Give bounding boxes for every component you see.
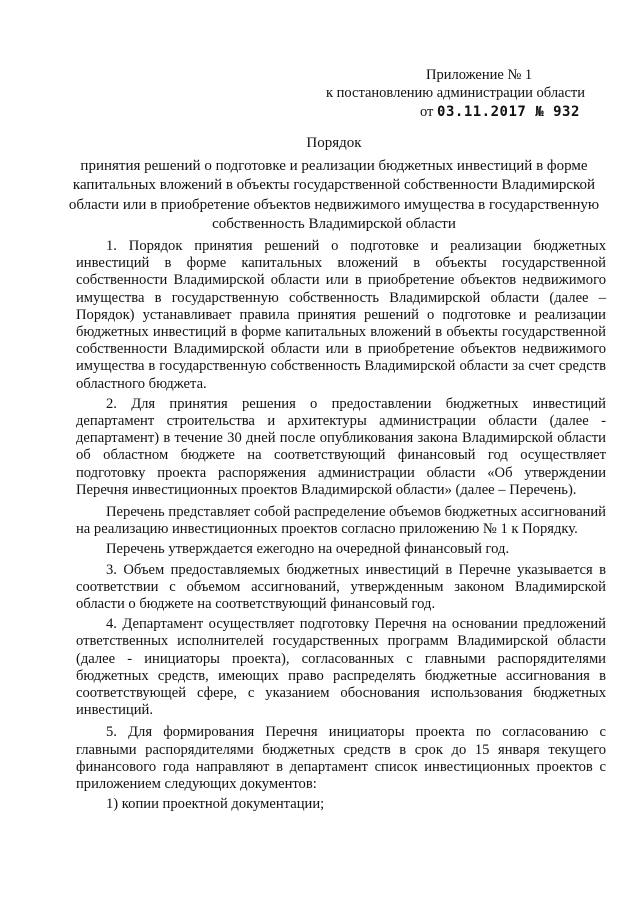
from-label: от (420, 104, 434, 120)
paragraph-2: 2. Для принятия решения о предоставлении бюджетных инвестиций департамент строительства и архитектуры администрации области (далее - департамент) в течение 30 дней после опубликования закона Владимирской области об областном бюджете на соответствующий финансовый год осуществляет подготовку проекта распоряжения администрации области «Об утверждении Перечня инвестиционных проектов Владимирской области» (далее – Перечень). (76, 395, 606, 498)
date-number-stamp: 03.11.2017 № 932 (437, 104, 580, 120)
paragraph-3: 3. Объем предоставляемых бюджетных инвестиций в Перечне указывается в соответствии с объемом ассигнований, утвержденным законом Владимирской области о бюджете на соответствующий финансовый год. (76, 561, 606, 613)
resolution-reference: к постановлению администрации области (326, 85, 586, 101)
list-item-1: 1) копии проектной документации; (106, 796, 325, 813)
title-subtitle: принятия решений о подготовке и реализации бюджетных инвестиций в форме капитальных вложений в объекты государственной собственности Владимирской области или в приобретение объектов недвижимого имущества в государственную собственность Владимирской области (68, 157, 600, 232)
paragraph-list-description: Перечень представляет собой распределение объемов бюджетных ассигнований на реализацию инвестиционных проектов согласно приложению № 1 к Порядку. (76, 504, 606, 538)
paragraph-list-approval: Перечень утверждается ежегодно на очередной финансовый год. (106, 541, 510, 558)
title-name: Порядок (306, 135, 362, 151)
document-title (62, 134, 606, 235)
document-header (326, 66, 616, 121)
paragraph-1: 1. Порядок принятия решений о подготовке и реализации бюджетных инвестиций в форме капитальных вложений в объекты государственной собственности Владимирской области или в приобретение объектов недвижимого имущества в государственную собственность Владимирской области (далее – Порядок) устанавливает правила принятия решений о подготовке и реализации бюджетных инвестиций в форме капитальных вложений в объекты государственной собственности Владимирской области или в приобретение объектов недвижимого имущества в государственную собственность Владимирской области за счет средств областного бюджета. (76, 238, 606, 392)
paragraph-4: 4. Департамент осуществляет подготовку Перечня на основании предложений ответственных исполнителей государственных программ Владимирской области (далее - инициаторы проекта), согласованных с главными распорядителями бюджетных средств, имеющих право распределять бюджетные ассигнования в соответствующей сфере, с указанием обоснования использования бюджетных инвестиций. (76, 616, 606, 719)
resolution-date-line (326, 103, 616, 121)
paragraph-5: 5. Для формирования Перечня инициаторы проекта по согласованию с главными распорядителями бюджетных средств в срок до 15 января текущего финансового года направляют в департамент список инвестиционных проектов с приложением следующих документов: (76, 724, 606, 793)
appendix-label: Приложение № 1 (426, 67, 533, 83)
document-body (76, 238, 606, 817)
